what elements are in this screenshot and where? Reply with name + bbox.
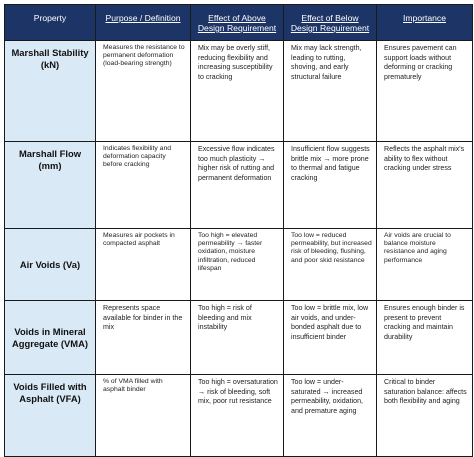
below-cell: Too low = reduced permeability, but increased risk of bleeding, flushing, and poor skid resistance	[284, 229, 377, 301]
header-above: Effect of Above Design Requirement	[191, 5, 284, 41]
header-below: Effect of Below Design Requirement	[284, 5, 377, 41]
above-cell: Too high = oversaturation → risk of bleeding, soft mix, poor rut resistance	[191, 375, 284, 457]
table-row	[5, 229, 473, 301]
importance-cell: Ensures enough binder is present to prevent cracking and maintain durability	[377, 301, 473, 375]
above-cell: Excessive flow indicates too much plasticity → higher risk of rutting and permanent deformation	[191, 142, 284, 229]
property-cell: Voids in Mineral Aggregate (VMA)	[5, 301, 96, 375]
asphalt-properties-table	[4, 4, 473, 457]
importance-cell: Air voids are crucial to balance moisture resistance and aging performance	[377, 229, 473, 301]
importance-cell: Ensures pavement can support loads without deforming or cracking prematurely	[377, 41, 473, 142]
property-cell: Marshall Flow (mm)	[5, 142, 96, 229]
above-cell: Too high = elevated permeability → faster oxidation, moisture infiltration, reduced lifespan	[191, 229, 284, 301]
property-cell: Voids Filled with Asphalt (VFA)	[5, 375, 96, 457]
below-cell: Too low = brittle mix, low air voids, and under-bonded asphalt due to insufficient binder	[284, 301, 377, 375]
header-importance: Importance	[377, 5, 473, 41]
table-row	[5, 41, 473, 142]
property-cell: Air Voids (Va)	[5, 229, 96, 301]
table-row	[5, 375, 473, 457]
header-purpose: Purpose / Definition	[96, 5, 191, 41]
importance-cell: Critical to binder saturation balance: affects both flexibility and aging	[377, 375, 473, 457]
table-row	[5, 142, 473, 229]
table-row	[5, 301, 473, 375]
table-header-row	[5, 5, 473, 41]
purpose-cell: Indicates flexibility and deformation capacity before cracking	[96, 142, 191, 229]
below-cell: Too low = under-saturated → increased permeability, oxidation, and premature aging	[284, 375, 377, 457]
purpose-cell: Represents space available for binder in the mix	[96, 301, 191, 375]
below-cell: Mix may lack strength, leading to rutting, shoving, and early structural failure	[284, 41, 377, 142]
purpose-cell: Measures the resistance to permanent deformation (load-bearing strength)	[96, 41, 191, 142]
purpose-cell: % of VMA filled with asphalt binder	[96, 375, 191, 457]
comparison-table-container	[4, 4, 472, 457]
above-cell: Mix may be overly stiff, reducing flexibility and increasing susceptibility to cracking	[191, 41, 284, 142]
purpose-cell: Measures air pockets in compacted asphalt	[96, 229, 191, 301]
above-cell: Too high = risk of bleeding and mix instability	[191, 301, 284, 375]
importance-cell: Reflects the asphalt mix's ability to flex without cracking under stress	[377, 142, 473, 229]
below-cell: Insufficient flow suggests brittle mix → more prone to thermal and fatigue cracking	[284, 142, 377, 229]
header-property: Property	[5, 5, 96, 41]
property-cell: Marshall Stability (kN)	[5, 41, 96, 142]
